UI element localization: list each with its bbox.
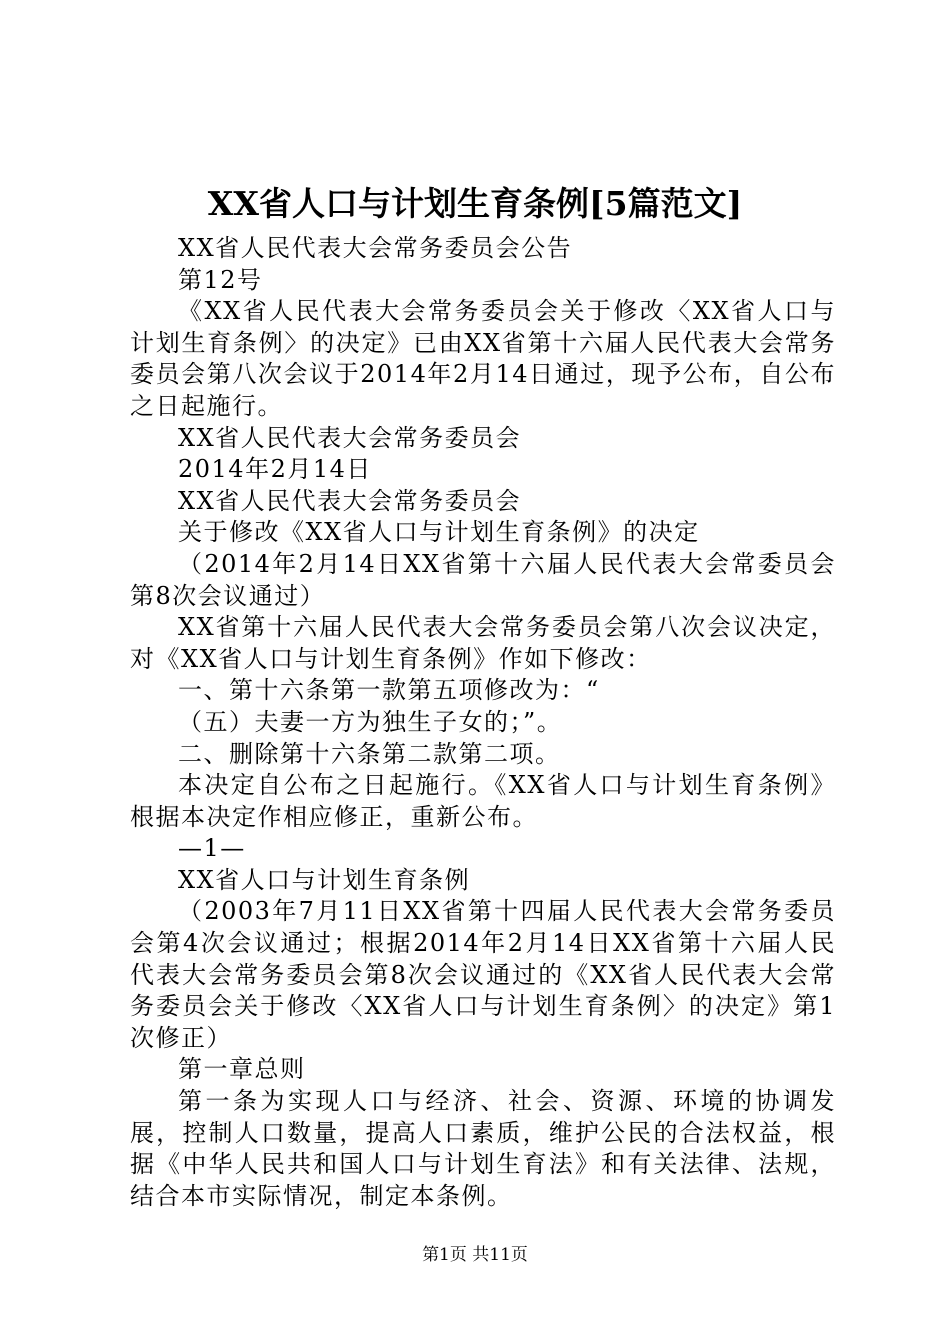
document-body [130, 233, 836, 1212]
article-1: 第一条为实现人口与经济、社会、资源、环境的协调发展，控制人口数量，提高人口素质，维护公民的合法权益，根据《中华人民共和国人口与计划生育法》和有关法律、法规，结合本市实际情况，制定本条例。 [130, 1087, 836, 1210]
amendment-item-2: 二、删除第十六条第二款第二项。 [178, 739, 561, 768]
regulation-history-note: （2003年7月11日XX省第十四届人民代表大会常务委员会第4次会议通过；根据2014年2月14日XX省第十六届人民代表大会常务委员会第8次会议通过的《XX省人民代表大会常务委员会关于修改〈XX省人口与计划生育条例〉的决定》第1次修正） [130, 897, 836, 1052]
decision-title: 关于修改《XX省人口与计划生育条例》的决定 [178, 518, 700, 547]
effective-statement: 本决定自公布之日起施行。《XX省人口与计划生育条例》根据本决定作相应修正，重新公布。 [130, 771, 836, 831]
issuer-line: XX省人民代表大会常务委员会 [178, 423, 522, 452]
decision-issuer: XX省人民代表大会常务委员会 [178, 486, 522, 515]
announcement-paragraph: 《XX省人民代表大会常务委员会关于修改〈XX省人口与计划生育条例〉的决定》已由XX省第十六届人民代表大会常务委员会第八次会议于2014年2月14日通过，现予公布，自公布之日起施行。 [130, 297, 836, 420]
decision-paragraph: XX省第十六届人民代表大会常务委员会第八次会议决定，对《XX省人口与计划生育条例》作如下修改： [130, 613, 836, 673]
document-title: XX省人口与计划生育条例[5篇范文] [207, 184, 743, 223]
chapter-heading: 第一章总则 [178, 1055, 306, 1084]
amendment-item-1-text: （五）夫妻一方为独生子女的；”。 [178, 707, 563, 736]
page-footer: 第1页 共11页 [422, 1245, 528, 1265]
announcement-number: 第12号 [178, 265, 263, 294]
issue-date: 2014年2月14日 [178, 455, 372, 484]
regulation-title: XX省人口与计划生育条例 [178, 865, 471, 894]
announcement-heading: XX省人民代表大会常务委员会公告 [178, 234, 573, 262]
inner-page-marker: —1— [178, 834, 246, 863]
amendment-item-1: 一、第十六条第一款第五项修改为：“ [178, 676, 600, 705]
decision-adoption-note: （2014年2月14日XX省第十六届人民代表大会常委员会第8次会议通过） [130, 549, 836, 610]
